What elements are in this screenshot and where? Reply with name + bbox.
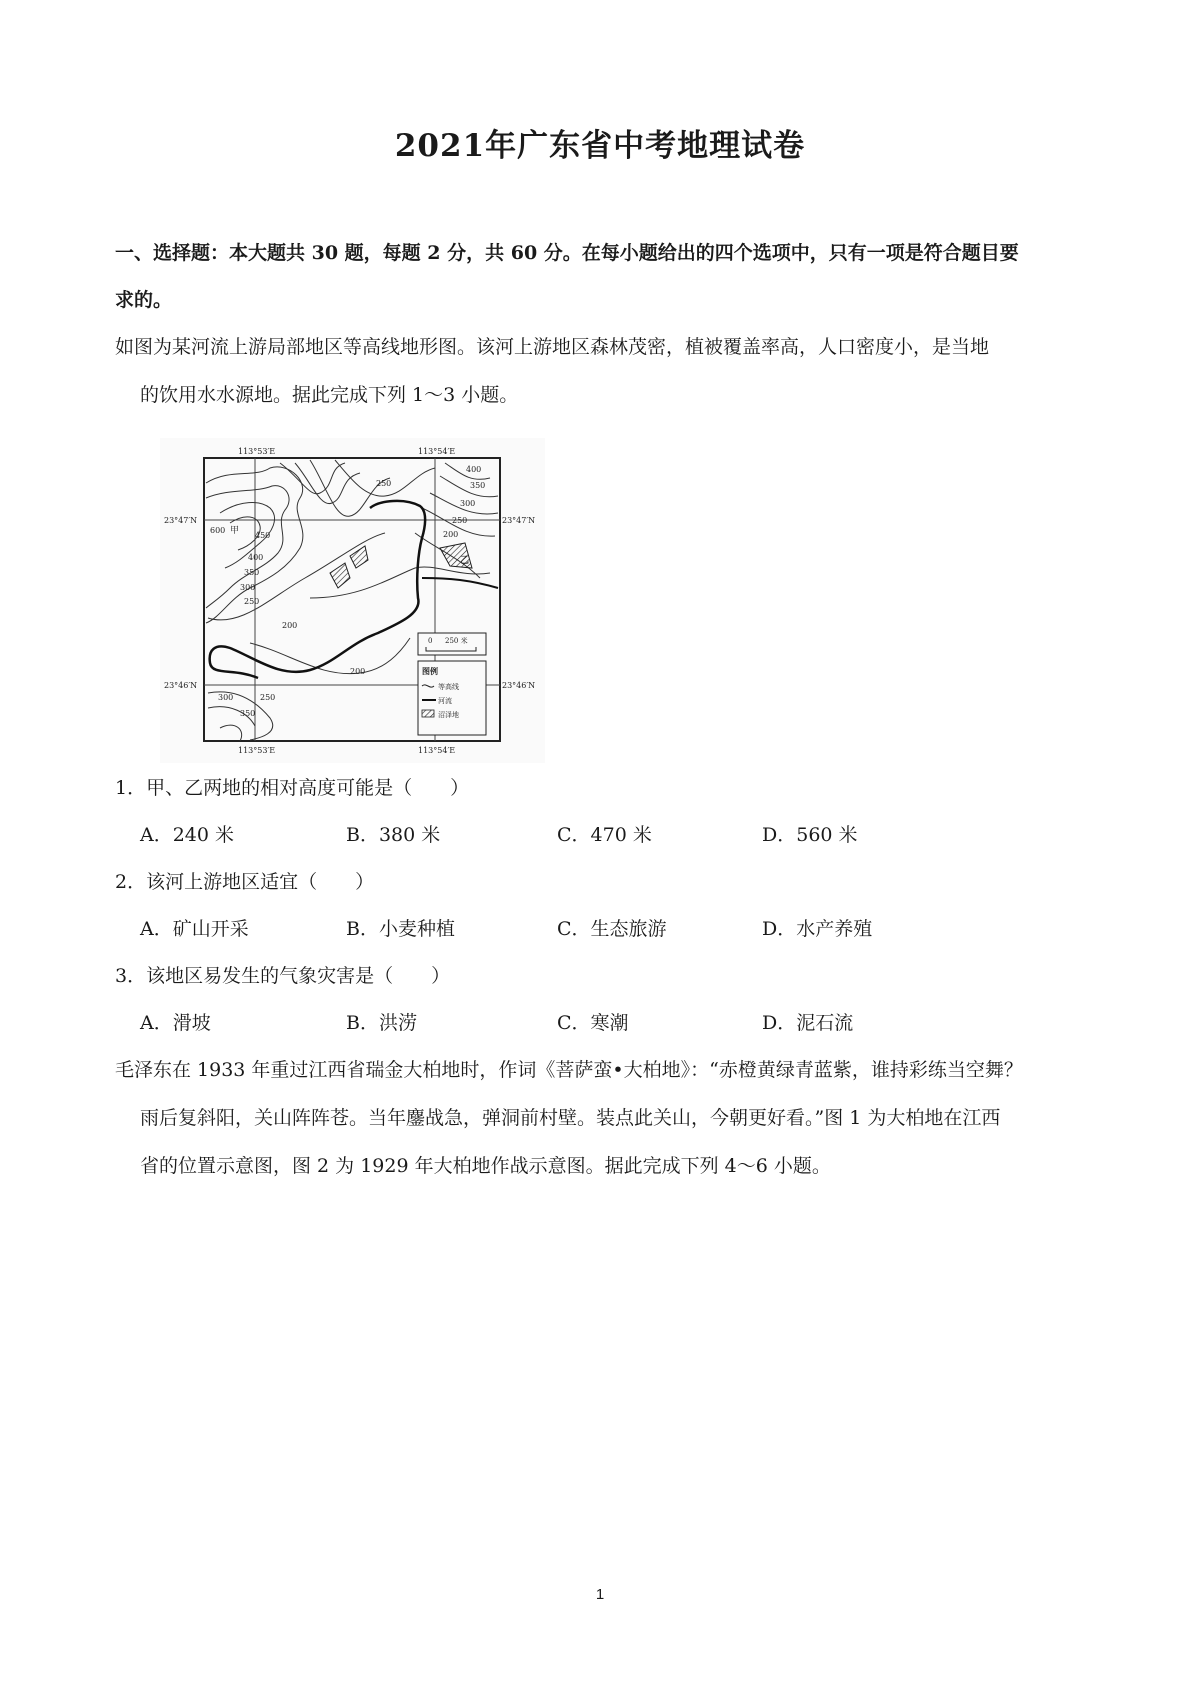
question-3: 3．该地区易发生的气象灾害是（ ） — [115, 965, 451, 987]
legend-title: 图例 — [422, 666, 438, 676]
intro1-line1: 如图为某河流上游局部地区等高线地形图。该河上游地区森林茂密，植被覆盖率高，人口密度小，是当地 — [115, 336, 990, 358]
contour-label: 400 — [248, 553, 264, 562]
q3-option-b: B．洪涝 — [346, 1012, 417, 1034]
q2-option-a: A．矿山开采 — [140, 918, 249, 940]
place-jia: 甲 — [230, 526, 240, 536]
lat-left-top: 23°47′N — [164, 516, 198, 525]
q3-option-a: A．滑坡 — [140, 1012, 211, 1034]
scale-value: 250 米 — [445, 637, 468, 645]
q1-option-b: B．380 米 — [346, 824, 441, 846]
place-yi: 乙 — [460, 556, 470, 566]
legend-item: 沼泽地 — [438, 711, 459, 719]
page-number: 1 — [595, 1586, 605, 1603]
q1-option-d: D．560 米 — [762, 824, 858, 846]
contour-label: 200 — [443, 530, 459, 539]
q2-option-b: B．小麦种植 — [346, 918, 455, 940]
contour-label: 200 — [350, 667, 366, 676]
question-2: 2．该河上游地区适宜（ ） — [115, 871, 375, 893]
contour-label: 300 — [460, 499, 476, 508]
lat-right-top: 23°47′N — [502, 516, 536, 525]
contour-label: 350 — [240, 709, 256, 718]
intro2-line1: 毛泽东在 1933 年重过江西省瑞金大柏地时，作词《菩萨蛮•大柏地》：“赤橙黄绿青蓝紫，谁持彩练当空舞？ — [115, 1059, 1023, 1081]
q3-option-c: C．寒潮 — [557, 1012, 629, 1034]
section-heading-line2: 求的。 — [115, 289, 173, 311]
q2-option-c: C．生态旅游 — [557, 918, 667, 940]
contour-label: 300 — [240, 583, 256, 592]
contour-map-figure — [160, 438, 545, 763]
q1-option-c: C．470 米 — [557, 824, 652, 846]
contour-label: 400 — [466, 465, 482, 474]
legend-item: 河流 — [438, 697, 452, 705]
intro2-line2: 雨后复斜阳，关山阵阵苍。当年鏖战急，弹洞前村壁。装点此关山，今朝更好看。”图 1 为大柏地在江西 — [140, 1107, 1001, 1129]
contour-label: 350 — [244, 568, 260, 577]
intro2-line3: 省的位置示意图，图 2 为 1929 年大柏地作战示意图。据此完成下列 4～6 小题。 — [140, 1155, 831, 1177]
intro1-line2: 的饮用水水源地。据此完成下列 1～3 小题。 — [140, 384, 519, 406]
contour-label: 300 — [218, 693, 234, 702]
legend-item: 等高线 — [438, 683, 459, 691]
q2-option-d: D．水产养殖 — [762, 918, 873, 940]
scale-zero: 0 — [428, 637, 433, 645]
lon-bottom-right: 113°54′E — [418, 746, 456, 755]
contour-label: 350 — [470, 481, 486, 490]
contour-label: 250 — [376, 479, 392, 488]
q3-option-d: D．泥石流 — [762, 1012, 854, 1034]
contour-label: 250 — [244, 597, 260, 606]
lon-top-right: 113°54′E — [418, 447, 456, 456]
lon-top-left: 113°53′E — [238, 447, 276, 456]
contour-label: 250 — [452, 516, 468, 525]
contour-label: 250 — [260, 693, 276, 702]
question-1: 1．甲、乙两地的相对高度可能是（ ） — [115, 777, 470, 799]
contour-label: 600 — [210, 526, 226, 535]
contour-label: 200 — [282, 621, 298, 630]
q1-option-a: A．240 米 — [140, 824, 235, 846]
lat-right-bottom: 23°46′N — [502, 681, 536, 690]
section-heading-line1: 一、选择题：本大题共 30 题，每题 2 分，共 60 分。在每小题给出的四个选项中，只有一项是符合题目要 — [115, 242, 1019, 264]
lon-bottom-left: 113°53′E — [238, 746, 276, 755]
page-title: 2021年广东省中考地理试卷 — [394, 128, 806, 164]
lat-left-bottom: 23°46′N — [164, 681, 198, 690]
contour-label: 450 — [255, 531, 271, 540]
